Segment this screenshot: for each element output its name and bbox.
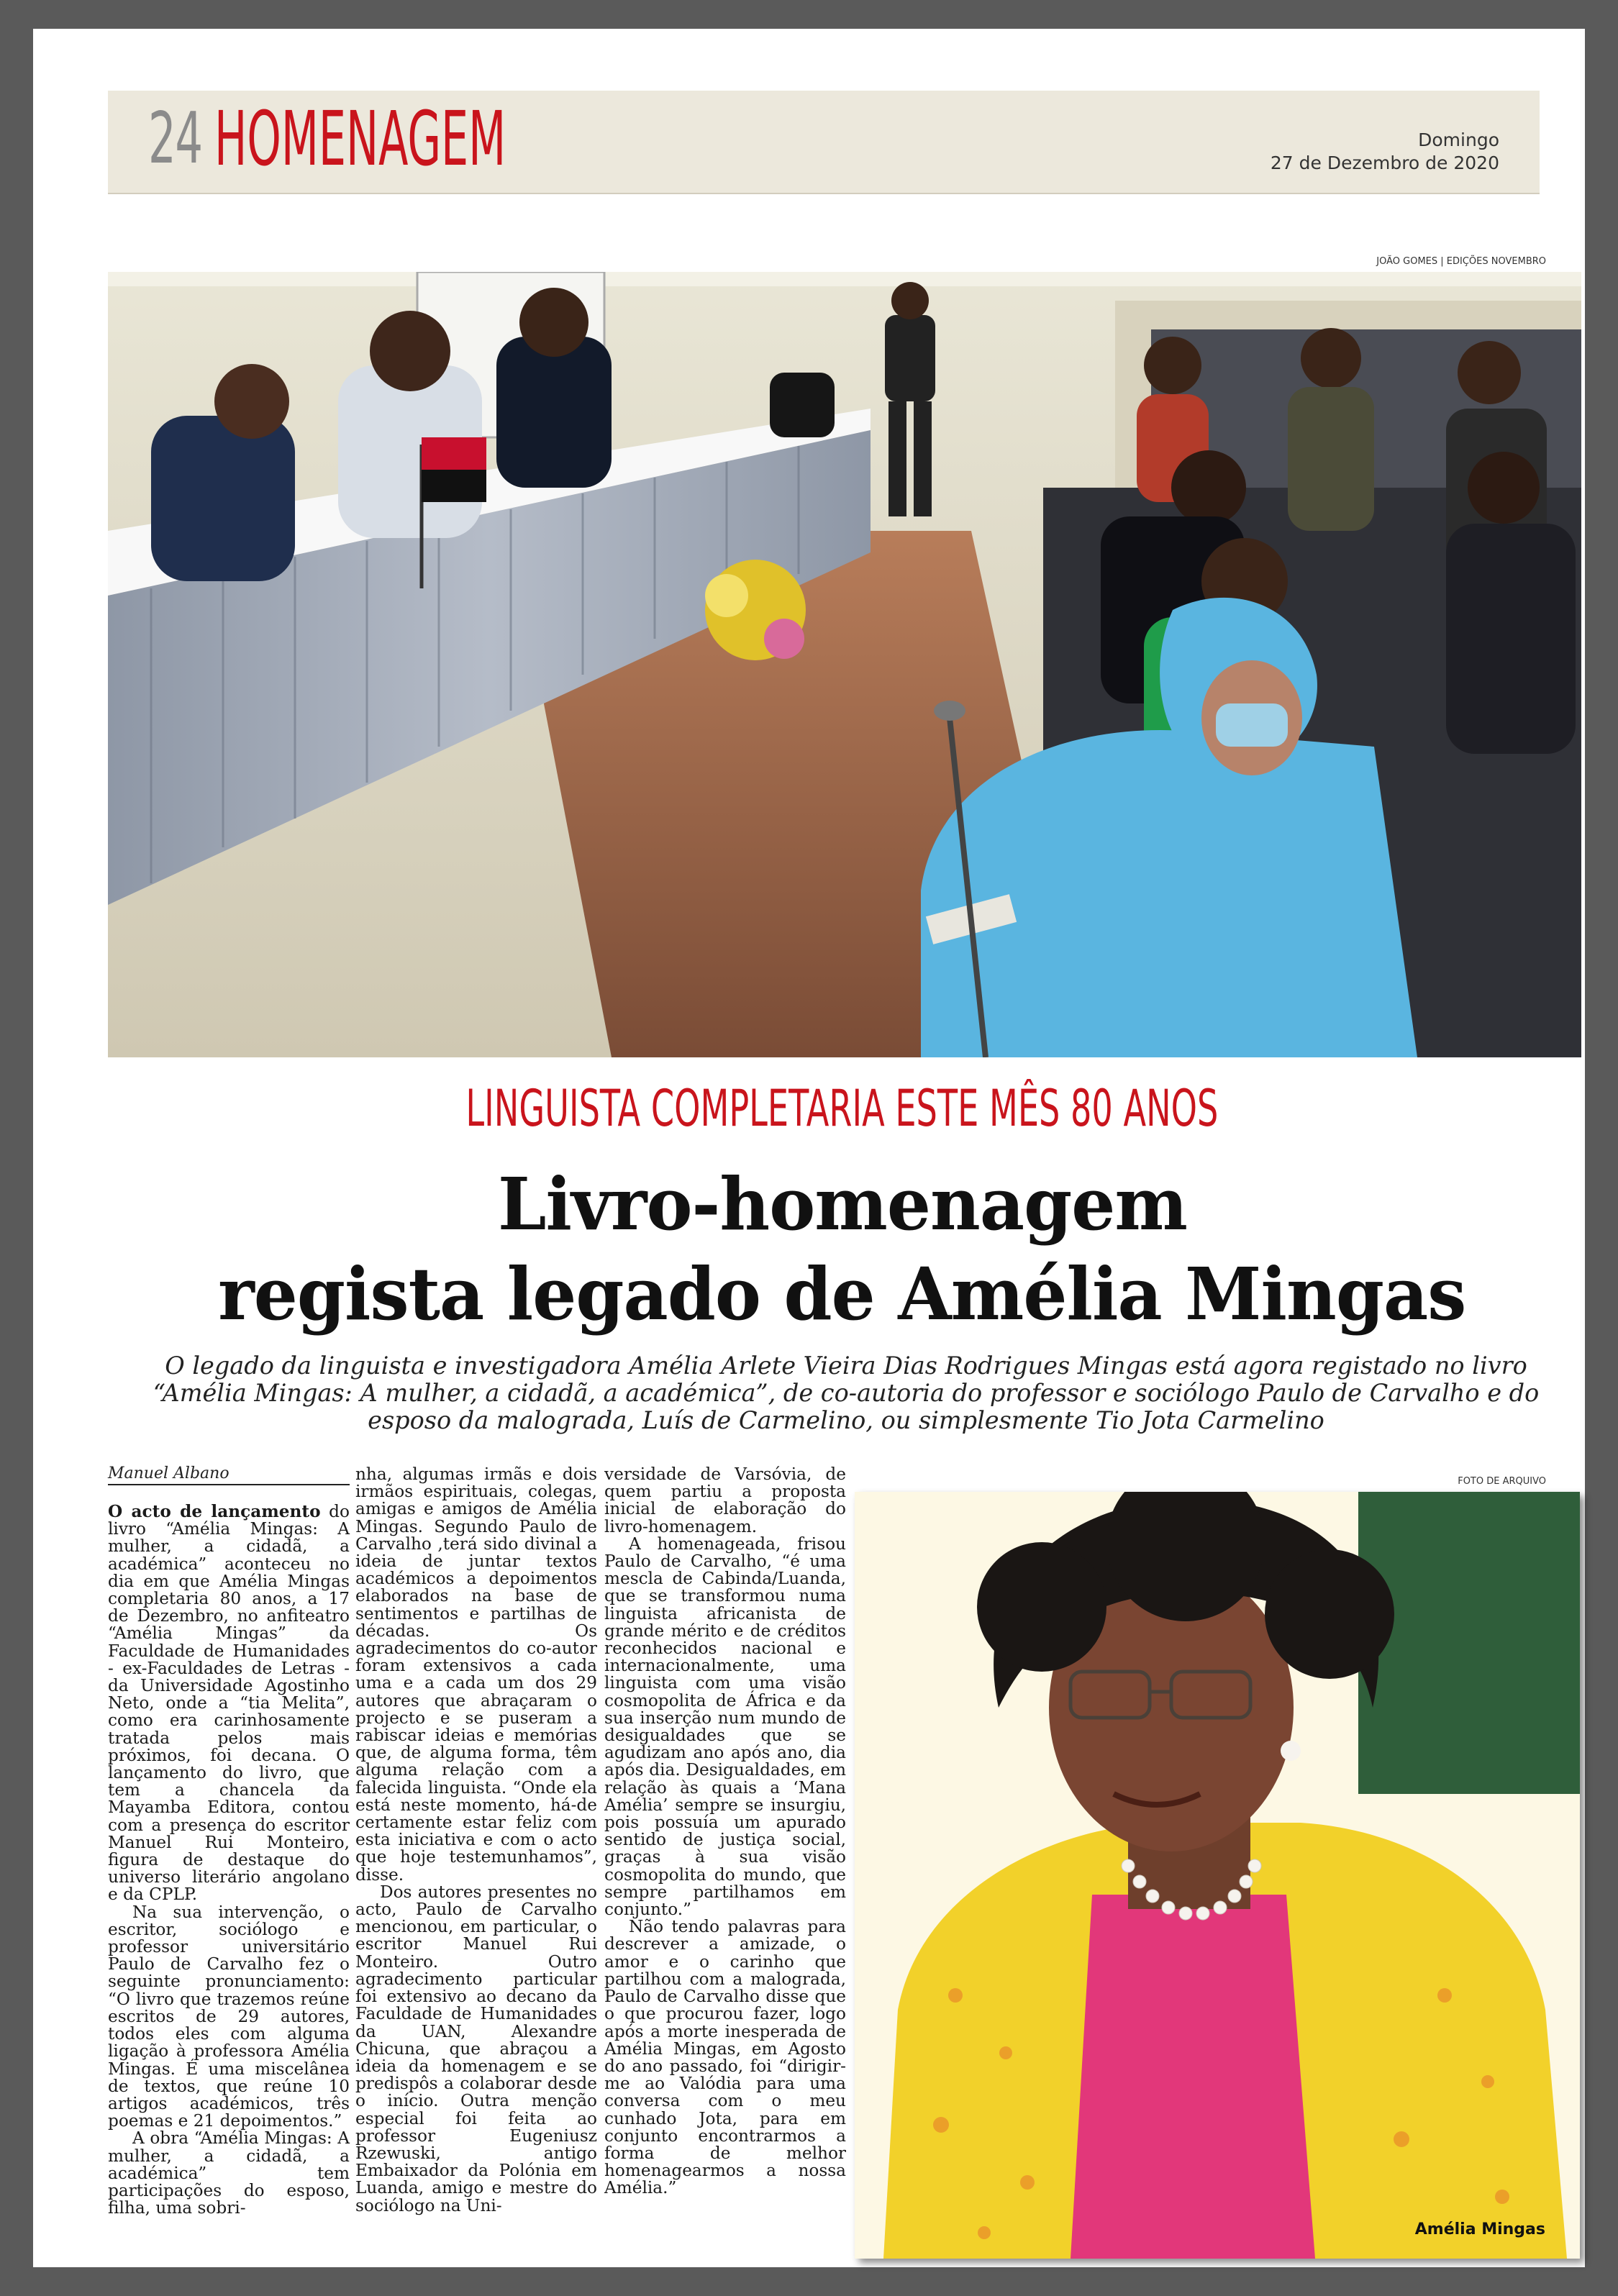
article-lead: O legado da linguista e investigadora Amélia Arlete Vieira Dias Rodrigues Mingas está agora registado no livro “Amélia Mingas: A mulher, a cidadã, a académica”, de co-autoria do professor e sociólogo Paulo de Carvalho e do esposo da malograda, Luís de Carmelino, ou simplesmente Tio Jota Carmelino [153,1352,1540,1434]
header-date: 27 de Dezembro de 2020 [1270,152,1499,173]
section-title: HOMENAGEM [214,95,506,183]
article-column-3 [604,1466,846,2197]
lead-in: O acto de lançamento [108,1502,321,1521]
event-photo-illustration [108,272,1581,1057]
paragraph: Dos autores presentes no acto, Paulo de Carvalho mencionou, em particular, o escritor Manuel Rui Monteiro. Outro agradecimento particular foi extensivo ao decano da Faculdade de Humanidades da UAN, Alexandre Chicuna, que abraçou a ideia da homenagem e se predispôs a colaborar desde o início. Outra menção especial foi feita ao professor Eugeniusz Rzewuski, antigo Embaixador da Polónia em Luanda, amigo e mestre do sociólogo na Uni- [355,1882,597,2215]
paragraph: O acto de lançamento do livro “Amélia Mingas: A mulher, a cidadã, a académica” aconteceu no dia em que Amélia Mingas completaria 80 anos, a 17 de Dezembro, no anfiteatro “Amélia Mingas” da Faculdade de Humanidades - ex-Faculdades de Letras - da Universidade Agostinho Neto, onde a “tia Melita”, como era carinhosamente tratada pelos mais próximos, foi decana. O lançamento do livro, que tem a chancela da Mayamba Editora, contou com a presença do escritor Manuel Rui Monteiro, figura de destaque do universo literário angolano e da CPLP. [108,1502,350,1905]
byline: Manuel Albano [108,1464,350,1485]
article-column-2 [355,1466,597,2215]
portrait-photo [855,1492,1580,2259]
page-header [108,91,1540,194]
article-column-1 [108,1503,350,2217]
portrait-photo-credit: FOTO DE ARQUIVO [1458,1476,1546,1487]
portrait-illustration [855,1492,1580,2259]
paragraph: versidade de Varsóvia, de quem partiu a proposta inicial de elaboração do livro-homenagem. [604,1464,846,1536]
paragraph: A obra “Amélia Mingas: A mulher, a cidadã, a académica” tem participações do esposo, filha, uma sobri- [108,2128,350,2218]
newspaper-page [33,29,1585,2267]
paragraph: A homenageada, frisou Paulo de Carvalho, “é uma mescla de Cabinda/Luanda, que se transformou numa linguista africanista de grande mérito e de créditos reconhecidos nacional e internacionalmente, uma linguista com uma visão cosmopolita de África e da sua inserção num mundo de desigualdades que se agudizam ano após ano, dia após dia. Desigualdades, em relação às quais a ‘Mana Amélia’ sempre se insurgiu, pois possuía um apurado sentido de justiça social, graças à sua visão cosmopolita do mundo, que sempre partilhamos em conjunto.” [604,1534,846,1920]
article-kicker: LINGUISTA COMPLETARIA ESTE MÊS 80 ANOS [465,1079,1219,1138]
event-photo [108,272,1581,1057]
paragraph: Na sua intervenção, o escritor, sociólogo e professor universitário Paulo de Carvalho fez o seguinte pronunciamento: “O livro que trazemos reúne escritos de 29 autores, todos eles com alguma ligação à professora Amélia Mingas. É uma miscelânea de textos, que reúne 10 artigos académicos, três poemas e 21 depoimentos.” [108,1902,350,2131]
paragraph: Não tendo palavras para descrever a amizade, o amor e o carinho que partilhou com a malograda, Paulo de Carvalho disse que o que procurou fazer, logo após a morte inesperada de Amélia Mingas, em Agosto do ano passado, foi “dirigir-me ao Valódia para uma conversa com o meu cunhado Jota, para em conjunto encontrarmos a forma de melhor homenagearmos a nossa Amélia.” [604,1917,846,2198]
page-number: 24 [148,98,202,180]
headline-line-2: regista legado de Amélia Mingas [218,1252,1466,1336]
headline-line-1: Livro-homenagem [497,1162,1187,1247]
portrait-caption: Amélia Mingas [1414,2220,1545,2238]
header-day: Domingo [1418,129,1499,150]
top-photo-credit: JOÃO GOMES | EDIÇÕES NOVEMBRO [1376,256,1546,267]
paragraph: nha, algumas irmãs e dois irmãos espirituais, colegas, amigas e amigos de Amélia Mingas. Segundo Paulo de Carvalho ,terá sido divinal a ideia de juntar textos académicos a depoimentos elaborados na base de sentimentos e partilhas de décadas. Os agradecimentos do co-autor foram extensivos a cada uma e a cada um dos 29 autores que abraçaram o projecto e se puseram a rabiscar ideias e memórias que, de alguma forma, têm alguma relação com a falecida linguista. “Onde ela está neste momento, há-de certamente estar feliz com esta iniciativa e com o acto que hoje testemunhamos”, disse. [355,1464,597,1885]
